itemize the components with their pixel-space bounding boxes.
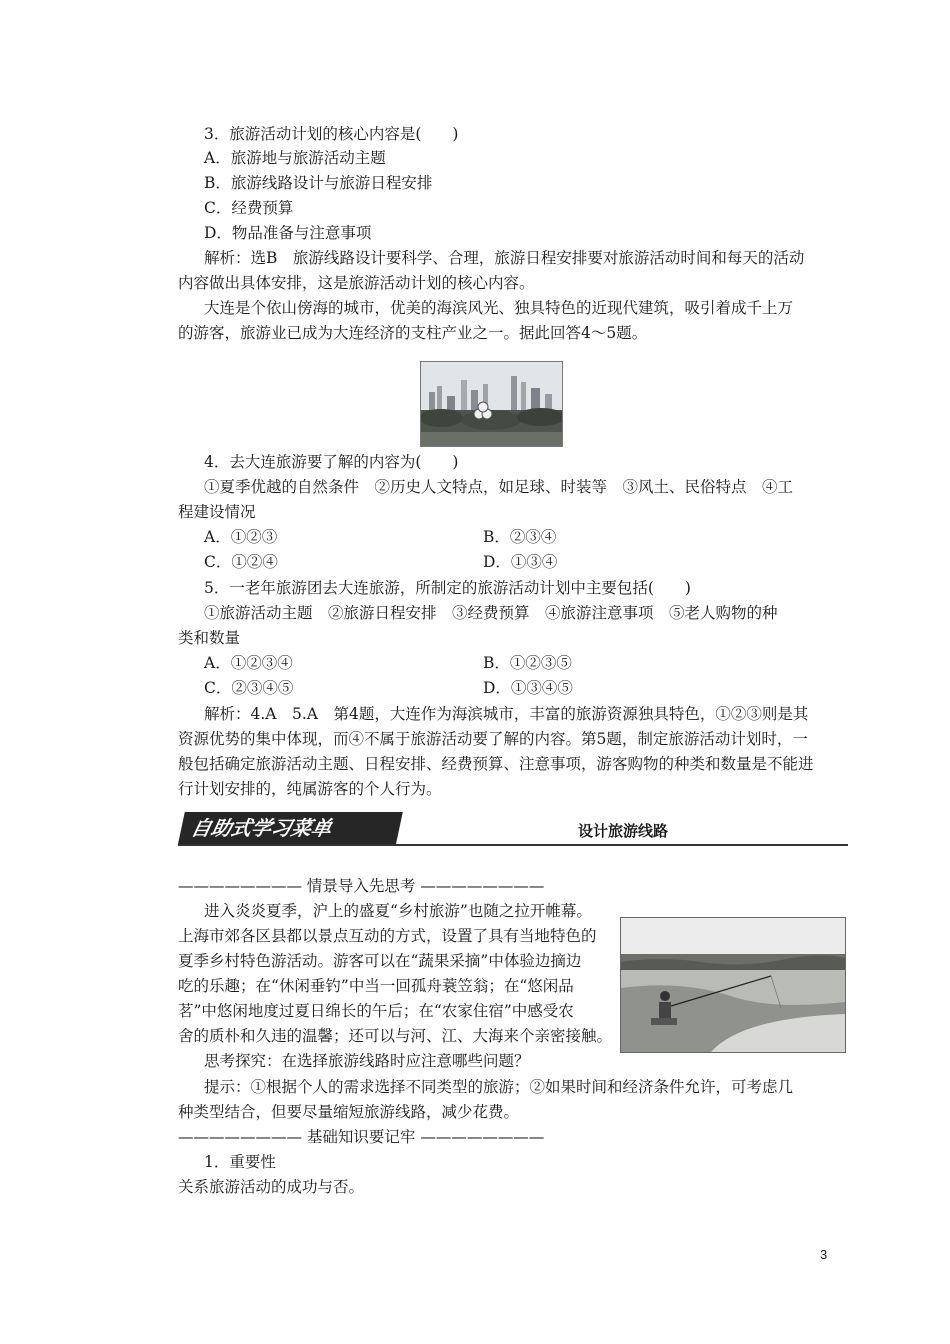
section-rule [178, 844, 848, 846]
text-line-q5d: D．①③④⑤ [483, 679, 573, 697]
text-line-a45l3: 般包括确定旅游活动主题、日程安排、经费预算、注意事项，游客购物的种类和数量是不能进 [178, 755, 814, 773]
text-line-s2: 上海市郊各区县都以景点互动的方式，设置了具有当地特色的 [178, 927, 597, 945]
text-line-q5o1: ①旅游活动主题 ②旅游日程安排 ③经费预算 ④旅游注意事项 ⑤老人购物的种 [204, 604, 778, 622]
section-tab: 自助式学习菜单 [178, 812, 403, 844]
text-line-s3: 夏季乡村特色游活动。游客可以在“蔬果采摘”中体验边摘边 [178, 952, 582, 970]
text-line-k1: 1．重要性 [204, 1153, 276, 1171]
text-line-q5: 5．一老年旅游团去大连旅游，所制定的旅游活动计划中主要包括( ) [204, 579, 691, 597]
text-line-s4: 吃的乐趣；在“休闲垂钓”中当一回孤舟蓑笠翁；在“悠闲品 [178, 977, 574, 995]
text-line-div2: ———————— 基础知识要记牢 ———————— [178, 1128, 545, 1146]
text-line-q4a: A．①②③ [204, 528, 278, 546]
text-line-a3l1: 解析：选B 旅游线路设计要科学、合理，旅游日程安排要对旅游活动时间和每天的活动 [204, 249, 805, 267]
dalian-city-photo [420, 361, 563, 447]
text-line-a45l1: 解析：4.A 5.A 第4题，大连作为海滨城市，丰富的旅游资源独具特色，①②③则是其 [204, 705, 809, 723]
text-line-q4o2: 程建设情况 [178, 503, 256, 521]
text-line-q4d: D．①③④ [483, 553, 558, 571]
text-line-s1: 进入炎炎夏季，沪上的盛夏“乡村旅游”也随之拉开帷幕。 [204, 902, 592, 920]
text-line-q3: 3．旅游活动计划的核心内容是( ) [204, 125, 459, 143]
fishing-photo [620, 917, 846, 1053]
text-line-h2: 种类型结合，但要尽量缩短旅游线路，减少花费。 [178, 1103, 520, 1121]
text-line-a45l4: 行计划安排的，纯属游客的个人行为。 [178, 780, 442, 798]
text-line-h1: 提示：①根据个人的需求选择不同类型的旅游；②如果时间和经济条件允许，可考虑几 [204, 1078, 794, 1096]
text-line-q5c: C．②③④⑤ [204, 679, 294, 697]
text-line-q5o2: 类和数量 [178, 629, 241, 647]
text-line-p1l2: 的游客，旅游业已成为大连经济的支柱产业之一。据此回答4～5题。 [178, 324, 648, 342]
text-line-p1l1: 大连是个依山傍海的城市，优美的海滨风光、独具特色的近现代建筑，吸引着成千上万 [204, 299, 794, 317]
text-line-q5a: A．①②③④ [204, 654, 293, 672]
text-line-q5b: B．①②③⑤ [483, 654, 572, 672]
section-number: 02 [353, 808, 395, 843]
text-line-q4c: C．①②④ [204, 553, 278, 571]
text-line-div1: ———————— 情景导入先思考 ———————— [178, 877, 545, 895]
section-header [178, 808, 848, 846]
text-line-q4o1: ①夏季优越的自然条件 ②历史人文特点，如足球、时装等 ③风土、民俗特点 ④工 [204, 478, 794, 496]
text-line-s6: 舍的质朴和久违的温馨；还可以与河、江、大海来个亲密接触。 [178, 1027, 613, 1045]
page-number: 3 [820, 1247, 828, 1262]
text-line-k2: 关系旅游活动的成功与否。 [178, 1178, 365, 1196]
text-line-a45l2: 资源优势的集中体现，而④不属于旅游活动要了解的内容。第5题，制定旅游活动计划时，一 [178, 730, 808, 748]
text-line-q4: 4．去大连旅游要了解的内容为( ) [204, 453, 459, 471]
text-line-q3c: C．经费预算 [204, 199, 294, 217]
text-line-t1: 思考探究：在选择旅游线路时应注意哪些问题？ [204, 1052, 530, 1070]
text-line-q3a: A．旅游地与旅游活动主题 [204, 149, 386, 167]
text-line-q3b: B．旅游线路设计与旅游日程安排 [204, 174, 433, 192]
section-title: 设计旅游线路 [578, 822, 669, 840]
text-line-s5: 茗”中悠闲地度过夏日绵长的午后；在“农家住宿”中感受农 [178, 1002, 574, 1020]
text-line-a3l2: 内容做出具体安排，这是旅游活动计划的核心内容。 [178, 274, 535, 292]
text-line-q4b: B．②③④ [483, 528, 557, 546]
text-line-q3d: D．物品准备与注意事项 [204, 224, 372, 242]
